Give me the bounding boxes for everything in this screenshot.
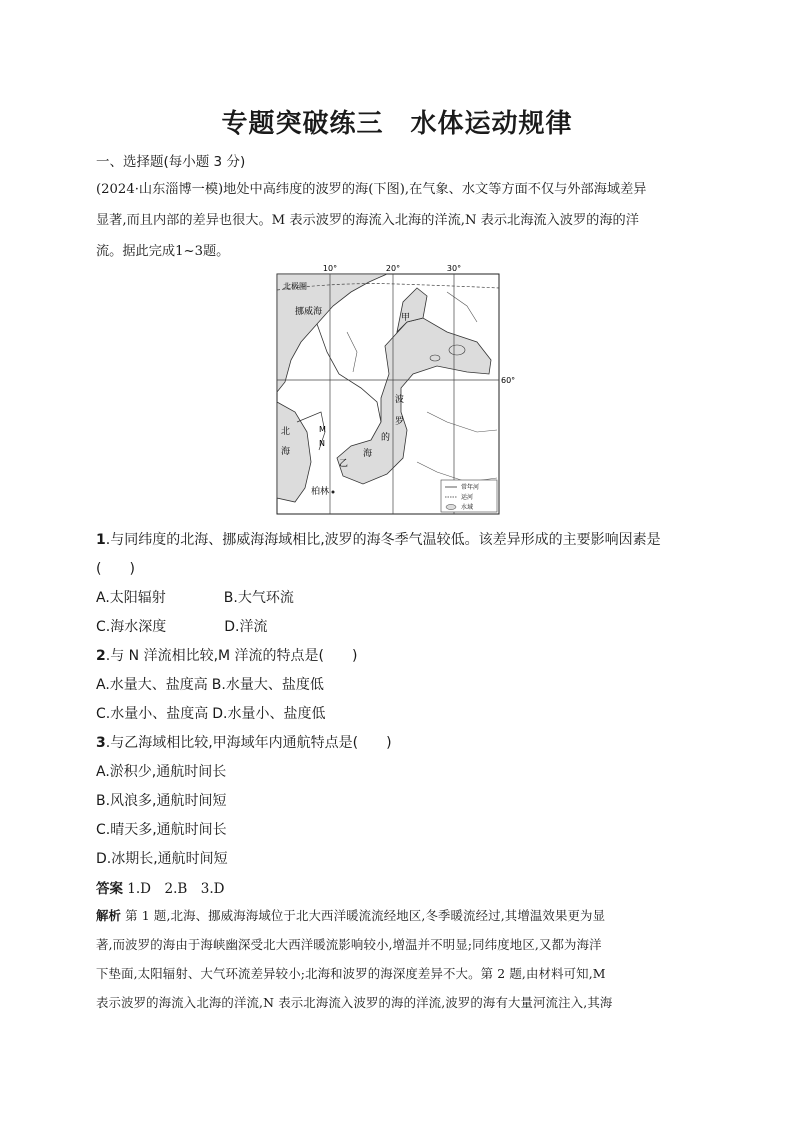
intro-line-1: (2024·山东淄博一模)地处中高纬度的波罗的海(下图),在气象、水文等方面不仅与外部海域差异 bbox=[96, 182, 647, 197]
question-3-stem: .与乙海域相比较,甲海域年内通航特点是( ) bbox=[105, 735, 392, 751]
question-1-stem: .与同纬度的北海、挪威海海域相比,波罗的海冬季气温较低。该差异形成的主要影响因素是 bbox=[105, 532, 661, 548]
question-2-number: 2 bbox=[96, 648, 106, 664]
answer-text: 1.D 2.B 3.D bbox=[123, 881, 225, 897]
question-3 bbox=[96, 732, 392, 752]
option-2c: C.水量小、盐度高 bbox=[96, 706, 209, 722]
lon-label-20: 20° bbox=[385, 264, 401, 273]
explanation-line-2: 著,而波罗的海由于海峡幽深受北大西洋暖流影响较小,增温并不明显;同纬度地区,又都为海洋 bbox=[96, 937, 602, 952]
baltic-sea-map bbox=[277, 262, 516, 522]
question-1-stem-cont: ( ) bbox=[96, 561, 135, 577]
explanation-line-4: 表示波罗的海流入北海的洋流,N 表示北海流入波罗的海的洋流,波罗的海有大量河流注入,其海 bbox=[96, 995, 613, 1010]
label-baltic-3: 的 bbox=[381, 433, 391, 443]
question-3-number: 3 bbox=[96, 735, 106, 751]
label-north-sea-2: 海 bbox=[281, 447, 291, 457]
option-3d: D.冰期长,通航时间短 bbox=[96, 851, 228, 867]
explanation-text-1: 第 1 题,北海、挪威海海域位于北大西洋暖流流经地区,冬季暖流经过,其增温效果更为显 bbox=[121, 908, 606, 923]
option-1b: B.大气环流 bbox=[223, 590, 294, 606]
label-baltic-4: 海 bbox=[363, 449, 373, 459]
legend-water: 水域 bbox=[461, 504, 474, 511]
question-2-options-row-1 bbox=[96, 674, 324, 694]
intro-line-3: 流。据此完成1~3题。 bbox=[96, 244, 230, 259]
explanation-line-3: 下垫面,太阳辐射、大气环流差异较小;北海和波罗的海深度差异不大。第 2 题,由材料可知,M bbox=[96, 966, 606, 981]
lat-label-60: 60° bbox=[501, 376, 516, 385]
label-n: N bbox=[319, 439, 325, 448]
option-3a: A.淤积少,通航时间长 bbox=[96, 764, 227, 780]
option-1a: A.太阳辐射 bbox=[96, 590, 166, 606]
question-1-number: 1 bbox=[96, 532, 106, 548]
explanation-line-1 bbox=[96, 906, 605, 924]
label-baltic-1: 波 bbox=[395, 395, 405, 405]
lon-label-10: 10° bbox=[322, 264, 338, 273]
option-1d: D.洋流 bbox=[224, 619, 268, 635]
option-2b: B.水量大、盐度低 bbox=[211, 677, 324, 693]
question-1 bbox=[96, 529, 661, 549]
label-norwegian-sea: 挪威海 bbox=[295, 307, 323, 317]
label-baltic-2: 罗 bbox=[395, 417, 405, 427]
label-jia: 甲 bbox=[401, 313, 411, 323]
lon-label-30: 30° bbox=[446, 264, 462, 273]
question-2 bbox=[96, 645, 357, 665]
section-heading: 一、选择题(每小题 3 分) bbox=[96, 154, 246, 170]
question-2-options-row-2 bbox=[96, 703, 325, 723]
intro-line-2: 显著,而且内部的差异也很大。M 表示波罗的海流入北海的洋流,N 表示北海流入波罗的海的洋 bbox=[96, 213, 639, 228]
label-m: M bbox=[319, 425, 326, 434]
label-arctic-circle: 北极圈 bbox=[283, 282, 307, 291]
option-1c: C.海水深度 bbox=[96, 619, 167, 635]
option-3b: B.风浪多,通航时间短 bbox=[96, 793, 227, 809]
answer-label: 答案 bbox=[96, 881, 123, 897]
label-north-sea-1: 北 bbox=[281, 427, 291, 437]
label-berlin: 柏林 bbox=[311, 487, 330, 497]
option-2a: A.水量大、盐度高 bbox=[96, 677, 208, 693]
legend-river: 常年河 bbox=[461, 484, 480, 491]
label-yi: 乙 bbox=[339, 459, 349, 469]
question-2-stem: .与 N 洋流相比较,M 洋流的特点是( ) bbox=[105, 648, 358, 664]
page-title: 专题突破练三 水体运动规律 bbox=[221, 109, 573, 139]
explanation-label: 解析 bbox=[96, 908, 122, 923]
answer-line bbox=[96, 877, 225, 897]
legend-canal: 运河 bbox=[461, 494, 474, 501]
option-3c: C.晴天多,通航时间长 bbox=[96, 822, 227, 838]
question-1-options-row-1 bbox=[96, 587, 294, 607]
question-1-options-row-2 bbox=[96, 616, 267, 636]
option-2d: D.水量小、盐度低 bbox=[212, 706, 326, 722]
